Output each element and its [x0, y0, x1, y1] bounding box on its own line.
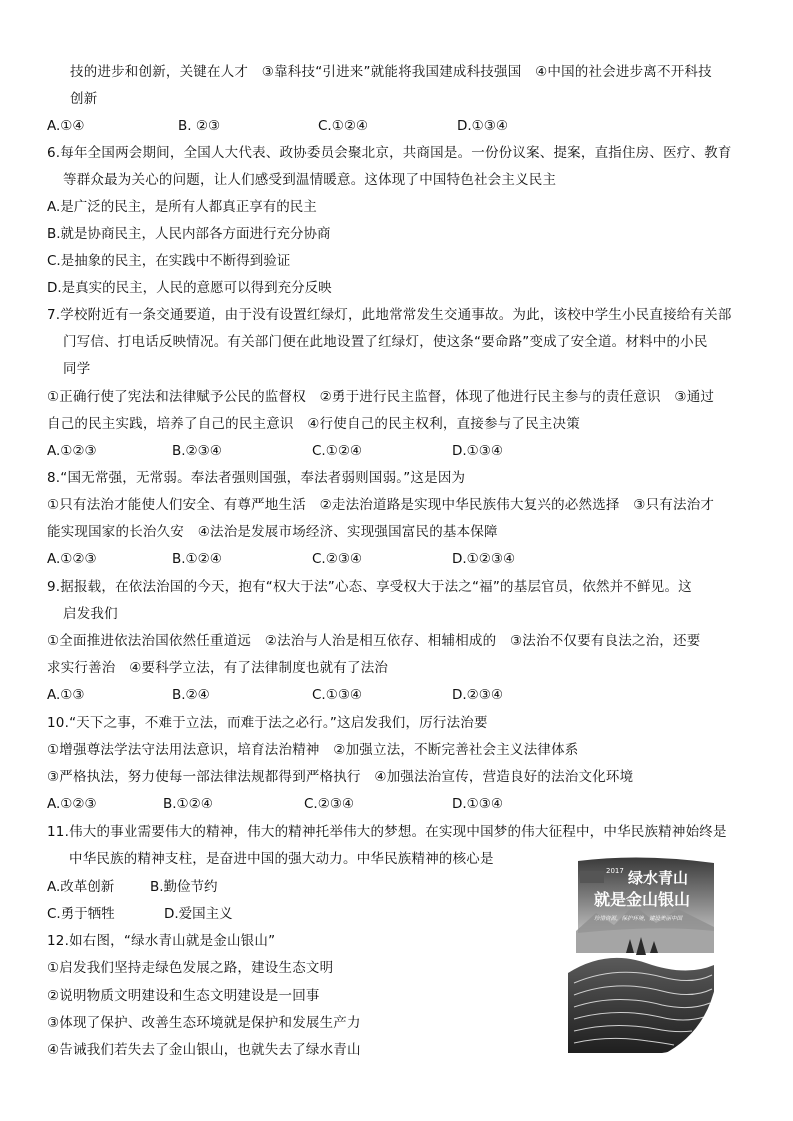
q7-stem-line-3: 同学: [63, 361, 91, 377]
q11-option-b: B.勤俭节约: [150, 879, 218, 895]
q9-stem-line-1: 9.据报载，在依法治国的今天，抱有“权大于法”心态、享受权大于法之“福”的基层官员，依然并不鲜见。这: [47, 579, 692, 595]
q11-stem-line-1: 11.伟大的事业需要伟大的精神，伟大的精神托举伟大的梦想。在实现中国梦的伟大征程中，中华民族精神始终是: [47, 824, 727, 840]
q9-stem-line-2: 启发我们: [63, 606, 118, 622]
q6-stem-line-1: 6.每年全国两会期间，全国人大代表、政协委员会聚北京，共商国是。一份份议案、提案，直指住房、医疗、教育: [47, 145, 732, 161]
q6-option-c: C.是抽象的民主，在实践中不断得到验证: [47, 253, 291, 269]
q5-choices-line-1: 技的进步和创新，关键在人才 ③靠科技“引进来”就能将我国建成科技强国 ④中国的社会进步离不开科技: [70, 64, 712, 80]
poster-title-line-2: 就是金山银山: [594, 890, 691, 909]
q10-stem-line-1: 10.“天下之事，不难于立法，而难于法之必行。”这启发我们，厉行法治要: [47, 715, 488, 731]
q6-stem-line-2: 等群众最为关心的问题，让人们感受到温情暖意。这体现了中国特色社会主义民主: [63, 172, 557, 188]
q8-choices-line-2: 能实现国家的长治久安 ④法治是发展市场经济、实现强国富民的基本保障: [47, 524, 498, 540]
q12-choice-1: ①启发我们坚持走绿色发展之路，建设生态文明: [47, 960, 334, 976]
q10-option-d: D.①③④: [452, 796, 503, 812]
q8-option-d: D.①②③④: [452, 551, 516, 567]
q9-option-a: A.①③: [47, 687, 85, 703]
poster-year: 2017: [606, 867, 624, 875]
q11-option-c: C.勇于牺牲: [47, 906, 115, 922]
q8-stem-line-1: 8.“国无常强，无常弱。奉法者强则国强，奉法者弱则国弱。”这是因为: [47, 470, 466, 486]
poster-slogan: 珍惜资源，保护环境，建设美丽中国: [594, 916, 683, 922]
q8-choices-line-1: ①只有法治才能使人们安全、有尊严地生活 ②走法治道路是实现中华民族伟大复兴的必然选择 ③只有法治才: [47, 497, 715, 513]
q7-stem-line-2: 门写信、打电话反映情况。有关部门便在此地设置了红绿灯，使这条“要命路”变成了安全道。材料中的小民: [63, 334, 708, 350]
q11-option-a: A.改革创新: [47, 879, 115, 895]
q12-choice-3: ③体现了保护、改善生态环境就是保护和发展生产力: [47, 1015, 361, 1031]
q5-option-c: C.①②④: [318, 118, 369, 134]
q9-choices-line-2: 求实行善治 ④要科学立法，有了法律制度也就有了法治: [47, 660, 389, 676]
q9-option-d: D.②③④: [452, 687, 503, 703]
q6-option-a: A.是广泛的民主，是所有人都真正享有的民主: [47, 199, 317, 215]
q7-option-b: B.②③④: [172, 443, 222, 459]
q12-stem-line-1: 12.如右图，“绿水青山就是金山银山”: [47, 933, 276, 949]
q8-option-b: B.①②④: [172, 551, 222, 567]
green-mountains-poster: [566, 853, 716, 1055]
q5-option-b: B. ②③: [178, 118, 221, 134]
q5-choices-line-2: 创新: [70, 91, 98, 107]
q10-option-a: A.①②③: [47, 796, 97, 812]
q10-choices-line-1: ①增强尊法学法守法用法意识，培育法治精神 ②加强立法，不断完善社会主义法律体系: [47, 742, 579, 758]
q12-choice-4: ④告诫我们若失去了金山银山，也就失去了绿水青山: [47, 1042, 361, 1058]
q8-option-c: C.②③④: [312, 551, 363, 567]
poster-title-line-1: 绿水青山: [628, 869, 689, 887]
q8-option-a: A.①②③: [47, 551, 97, 567]
q10-choices-line-2: ③严格执法，努力使每一部法律法规都得到严格执行 ④加强法治宣传，营造良好的法治文化环境: [47, 769, 634, 785]
q12-choice-2: ②说明物质文明建设和生态文明建设是一回事: [47, 988, 320, 1004]
q7-option-d: D.①③④: [452, 443, 503, 459]
poster-image: [566, 853, 716, 1055]
q6-option-b: B.就是协商民主，人民内部各方面进行充分协商: [47, 226, 331, 242]
q7-choices-line-2: 自己的民主实践，培养了自己的民主意识 ④行使自己的民主权利，直接参与了民主决策: [47, 416, 580, 432]
q9-option-b: B.②④: [172, 687, 210, 703]
q11-option-d: D.爱国主义: [164, 906, 233, 922]
q9-option-c: C.①③④: [312, 687, 363, 703]
q7-choices-line-1: ①正确行使了宪法和法律赋予公民的监督权 ②勇于进行民主监督，体现了他进行民主参与的责任意识 ③通过: [47, 389, 715, 405]
q6-option-d: D.是真实的民主，人民的意愿可以得到充分反映: [47, 280, 332, 296]
q9-choices-line-1: ①全面推进依法治国依然任重道远 ②法治与人治是相互依存、相辅相成的 ③法治不仅要有良法之治，还要: [47, 633, 701, 649]
q5-option-d: D.①③④: [457, 118, 508, 134]
q10-option-c: C.②③④: [304, 796, 355, 812]
q7-option-a: A.①②③: [47, 443, 97, 459]
q5-option-a: A.①④: [47, 118, 85, 134]
q7-option-c: C.①②④: [312, 443, 363, 459]
q10-option-b: B.①②④: [163, 796, 213, 812]
q11-stem-line-2: 中华民族的精神支柱，是奋进中国的强大动力。中华民族精神的核心是: [69, 851, 494, 867]
q7-stem-line-1: 7.学校附近有一条交通要道，由于没有设置红绿灯，此地常常发生交通事故。为此，该校中学生小民直接给有关部: [47, 307, 732, 323]
